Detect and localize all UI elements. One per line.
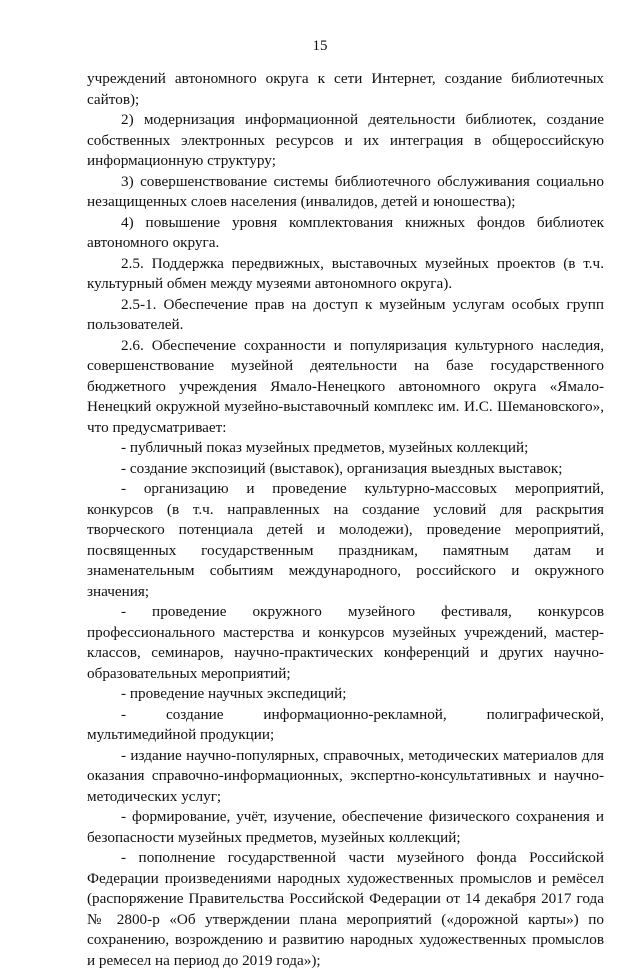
paragraph: 2.5-1. Обеспечение прав на доступ к музейным услугам особых групп пользователей. [87, 295, 604, 333]
list-item: - публичный показ музейных предметов, музейных коллекций; [121, 439, 529, 456]
paragraph: учреждений автономного округа к сети Интернет, создание библиотечных сайтов); [87, 70, 604, 108]
paragraph: 2) модернизация информационной деятельности библиотек, создание собственных электронных ресурсов и их интеграция в общероссийскую информационную структуру; [87, 111, 604, 169]
list-item: - создание информационно-рекламной, полиграфической, мультимедийной продукции; [87, 705, 604, 743]
paragraph: 3) совершенствование системы библиотечного обслуживания социально незащищенных слоев населения (инвалидов, детей и юношества); [87, 172, 604, 210]
paragraph: 2.6. Обеспечение сохранности и популяризация культурного наследия, совершенствование музейной деятельности на базе государственного бюджетного учреждения Ямало-Ненецкого автономного округа «Ямало-Ненецкий окружной музейно-выставочный комплекс им. И.С. Шемановского», что предусматривает: [87, 336, 604, 436]
document-body [87, 69, 604, 971]
list-item: - пополнение государственной части музейного фонда Российской Федерации произведениями народных художественных промыслов и ремёсел (распоряжение Правительства Российской Федерации от 14 декабря 2017 года № 2800-р «Об утверждении плана мероприятий («дорожной карты») по сохранению, возрождению и развитию народных художественных промыслов и ремесел на период до 2019 года»); [87, 849, 604, 969]
paragraph: 4) повышение уровня комплектования книжных фондов библиотек автономного округа. [87, 213, 604, 251]
list-item: - проведение окружного музейного фестиваля, конкурсов профессионального мастерства и конкурсов музейных учреждений, мастер-классов, семинаров, научно-практических конференций и других научно-образовательных мероприятий; [87, 603, 604, 682]
list-item: - формирование, учёт, изучение, обеспечение физического сохранения и безопасности музейных предметов, музейных коллекций; [87, 808, 604, 846]
list-item: - создание экспозиций (выставок), организация выездных выставок; [121, 459, 563, 477]
paragraph: 2.5. Поддержка передвижных, выставочных музейных проектов (в т.ч. культурный обмен между музеями автономного округа). [87, 254, 604, 292]
list-item: - проведение научных экспедиций; [121, 685, 347, 702]
list-item: - издание научно-популярных, справочных, методических материалов для оказания справочно-информационных, экспертно-консультативных и научно-методических услуг; [87, 746, 604, 805]
list-item: - организацию и проведение культурно-массовых мероприятий, конкурсов (в т.ч. направленных на создание условий для раскрытия творческого потенциала детей и молодежи), проведение мероприятий, посвященных государственным праздникам, памятным датам и знаменательным событиям международного, российского и окружного значения; [87, 480, 604, 600]
page-number: 15 [312, 38, 328, 54]
